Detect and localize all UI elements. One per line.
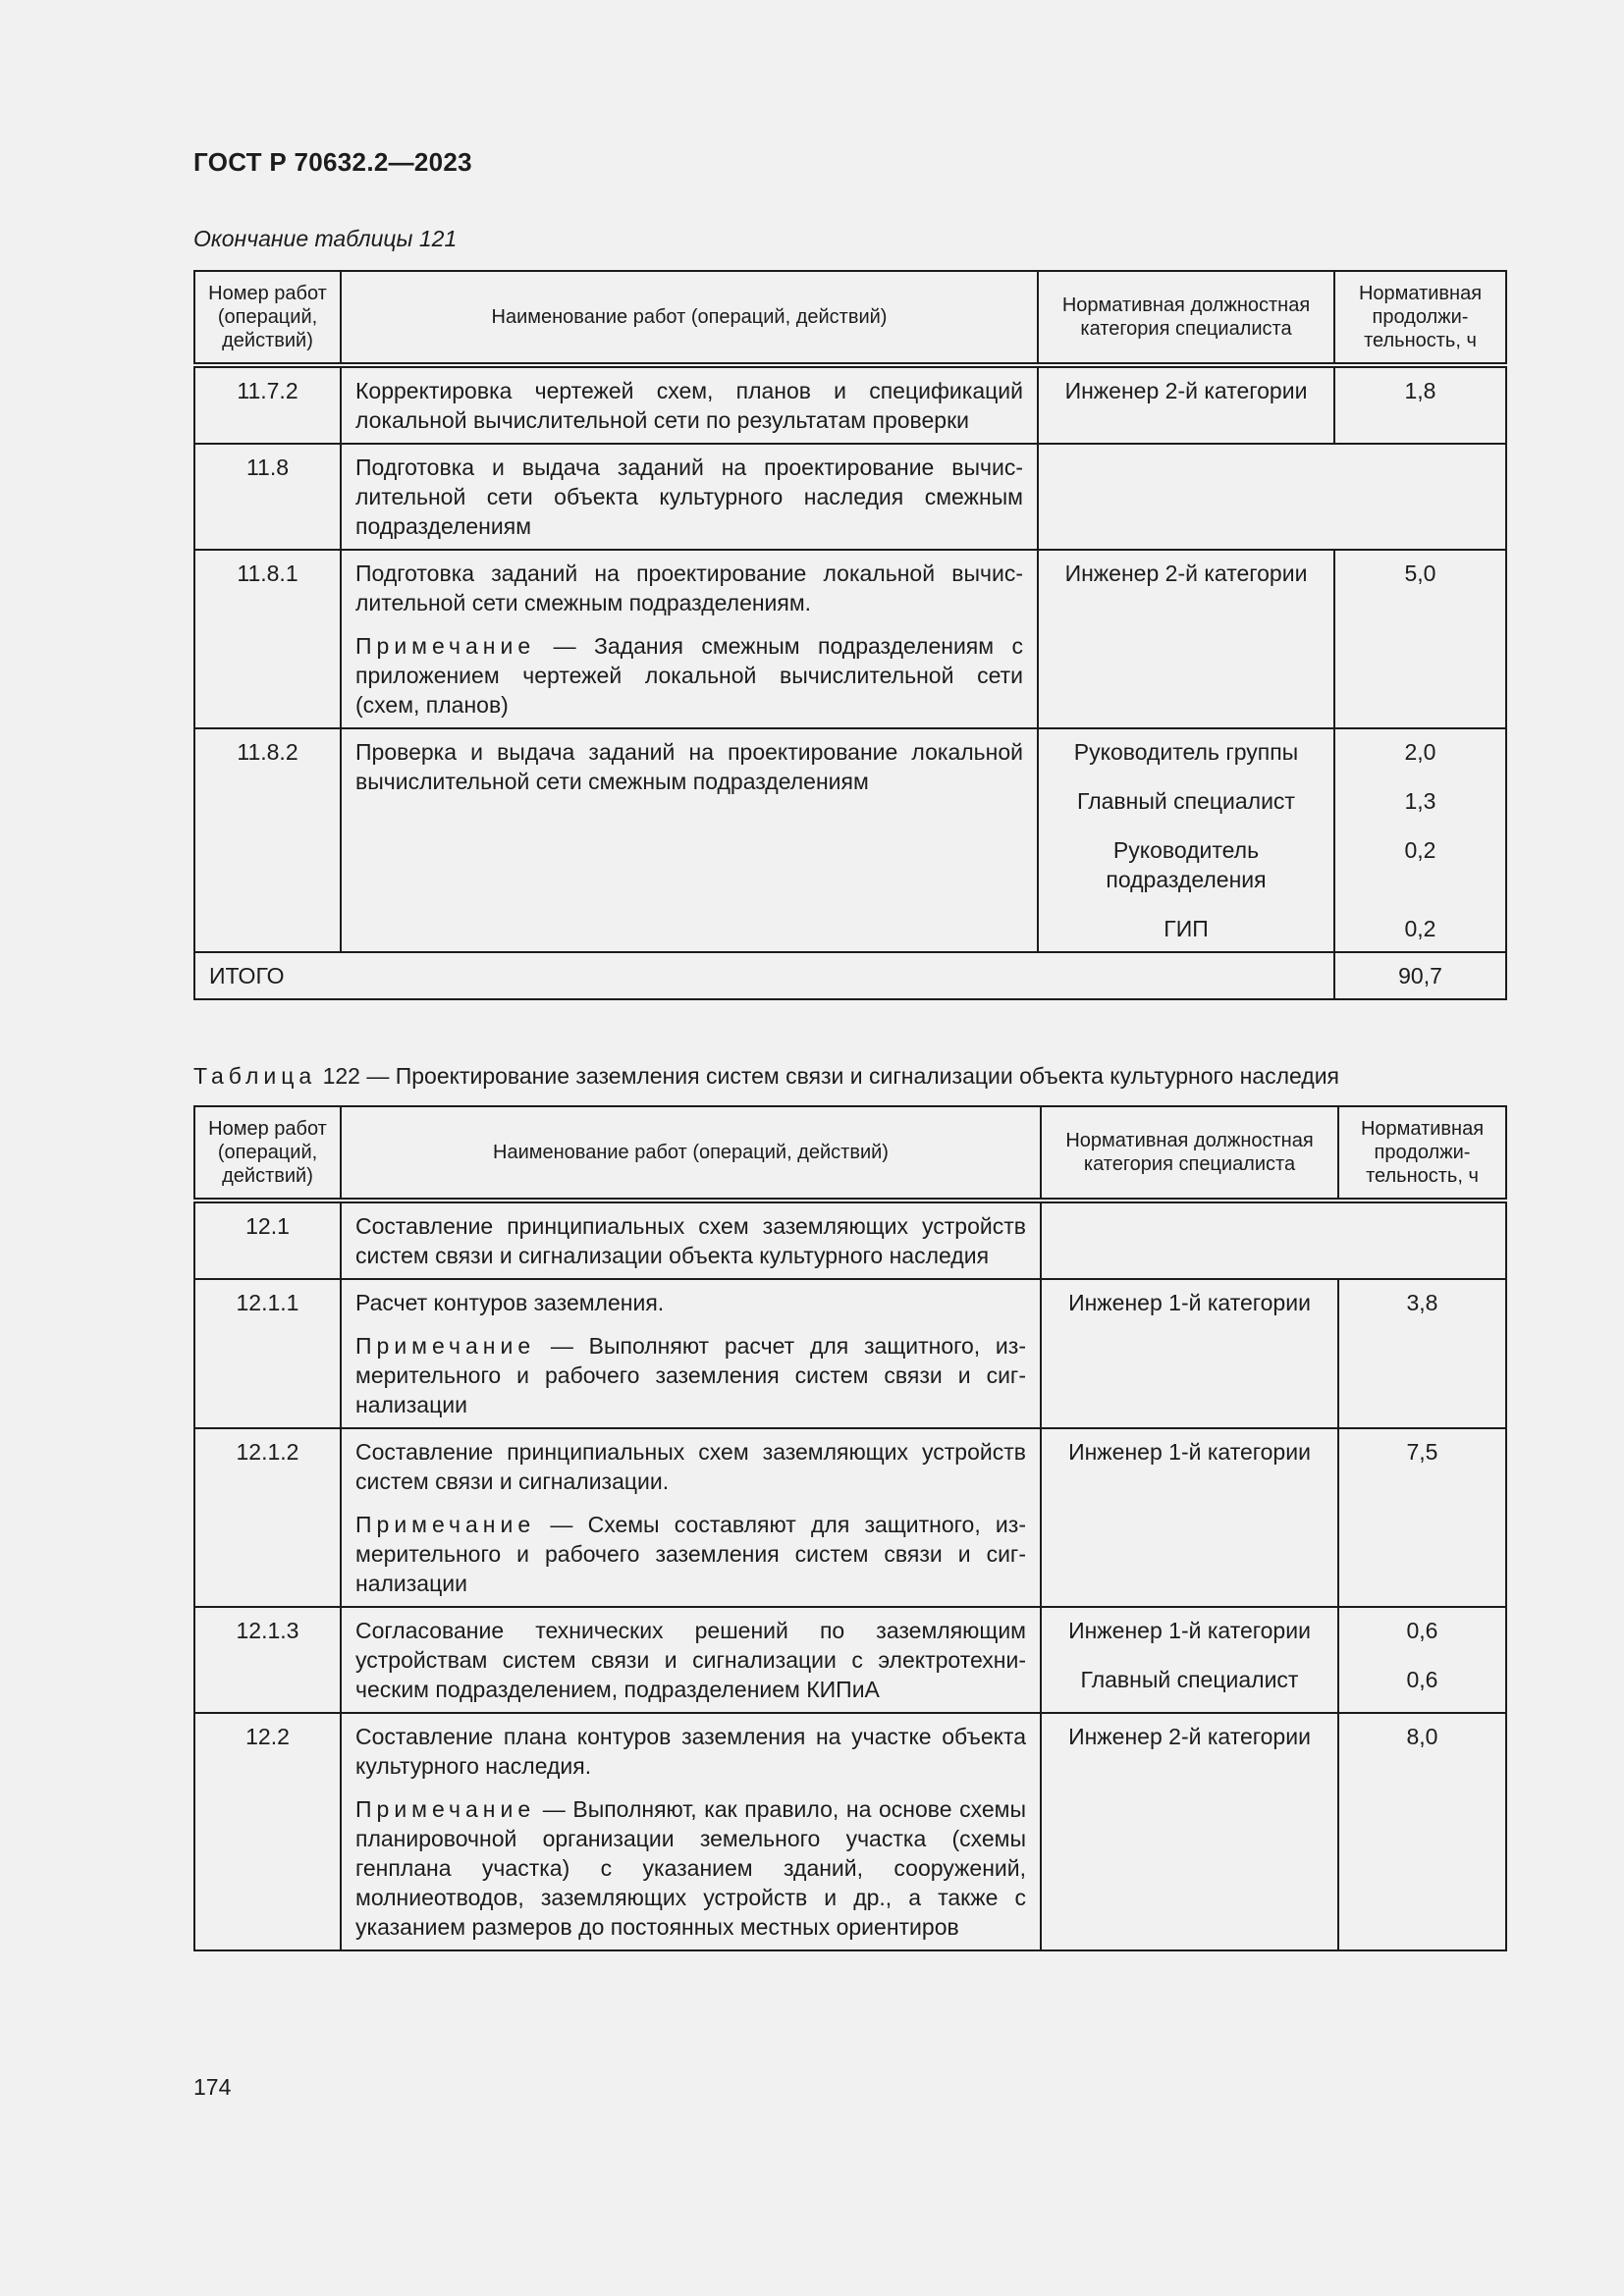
duration-item: 0,2 [1404,916,1436,941]
row-description [341,550,1038,728]
table-row [194,1428,1506,1607]
row-empty-cells [1041,1201,1506,1279]
table-header-row [194,1106,1506,1201]
row-text: Составление принципиальных схем заземляющих устройств систем связи и сигнализации. [355,1439,1026,1494]
category-item: Инженер 2-й категории [1064,561,1308,586]
duration-item: 1,3 [1404,788,1436,814]
note-label: Примечание [355,1796,536,1822]
row-text: Согласование технических решений по заземляющим устройствам систем связи и сигнализации с электротехническим подразделением, подразделением КИПиА [355,1618,1026,1702]
row-number: 12.1.2 [194,1428,341,1607]
table-row [194,550,1506,728]
row-description [341,444,1038,550]
col-header-name: Наименование работ (операций, действий) [341,271,1038,365]
row-number: 12.1 [194,1201,341,1279]
table-121 [193,270,1507,1000]
table-row [194,728,1506,952]
duration-item: 7,5 [1406,1439,1438,1465]
table-header-row [194,271,1506,365]
row-text: Расчет контуров заземления. [355,1290,665,1315]
row-description [341,728,1038,952]
row-category [1038,550,1334,728]
duration-item: 1,8 [1404,378,1436,403]
row-number: 11.8.2 [194,728,341,952]
row-number: 11.8 [194,444,341,550]
category-item: Инженер 1-й категории [1068,1618,1311,1643]
row-empty-cells [1038,444,1506,550]
row-category [1041,1713,1338,1950]
row-note [355,1331,1026,1419]
row-duration [1334,365,1506,444]
total-value: 90,7 [1334,952,1506,999]
note-label: Примечание [355,633,536,659]
row-duration [1338,1607,1506,1713]
row-category [1038,365,1334,444]
table-row [194,365,1506,444]
row-number: 12.1.1 [194,1279,341,1428]
row-duration [1338,1279,1506,1428]
note-label: Примечание [355,1512,536,1537]
category-item: Руководитель группы [1073,739,1299,765]
category-item: Инженер 1-й категории [1068,1290,1311,1315]
category-item: ГИП [1164,916,1209,941]
col-header-category: Нормативная должностная категория специалиста [1041,1106,1338,1201]
table-row [194,1201,1506,1279]
row-text: Подготовка заданий на проектирование локальной вычислительной сети смежным подразделениям. [355,561,1023,615]
row-text: Подготовка и выдача заданий на проектирование вычислительной сети объекта культурного наследия смежным подразделениям [355,454,1023,539]
row-note [355,1794,1026,1942]
row-category [1038,728,1334,952]
row-category [1041,1279,1338,1428]
document-header: ГОСТ Р 70632.2—2023 [193,147,472,177]
duration-item: 5,0 [1404,561,1436,586]
note-text: — Выполняют расчет для защитного, измерительного и рабочего заземления систем связи и сигнализации [355,1333,1026,1417]
category-item: Главный специалист [1080,1667,1299,1692]
row-text: Корректировка чертежей схем, планов и спецификаций локальной вычислительной сети по результатам проверки [355,378,1023,433]
row-description [341,1201,1041,1279]
table-122-caption-text: 122 — Проектирование заземления систем связи и сигнализации объекта культурного наследия [322,1063,1340,1089]
table-row [194,1607,1506,1713]
row-description [341,365,1038,444]
row-number: 12.1.3 [194,1607,341,1713]
row-note [355,631,1023,720]
row-note [355,1510,1026,1598]
table-122-caption-prefix: Таблица [193,1063,317,1089]
category-item: Руководитель подразделения [1106,837,1267,892]
table-row [194,1279,1506,1428]
row-description [341,1607,1041,1713]
duration-item: 3,8 [1406,1290,1438,1315]
col-header-duration: Нормативная продолжительность, ч [1338,1106,1506,1201]
col-header-num: Номер работ (операций, действий) [194,1106,341,1201]
row-text: Составление принципиальных схем заземляющих устройств систем связи и сигнализации объекта культурного наследия [355,1213,1026,1268]
row-duration [1338,1713,1506,1950]
row-number: 11.8.1 [194,550,341,728]
table-row [194,444,1506,550]
note-text: — Задания смежным подразделениям с приложением чертежей локальной вычислительной сети (схем, планов) [355,633,1023,718]
table-row [194,1713,1506,1950]
col-header-category: Нормативная должностная категория специалиста [1038,271,1334,365]
row-duration [1334,550,1506,728]
row-description [341,1279,1041,1428]
page-number: 174 [193,2074,232,2100]
category-item: Инженер 1-й категории [1068,1439,1311,1465]
col-header-num: Номер работ (операций, действий) [194,271,341,365]
category-item: Инженер 2-й категории [1068,1724,1311,1749]
duration-item: 0,6 [1406,1667,1438,1692]
total-label: ИТОГО [194,952,1334,999]
row-description [341,1713,1041,1950]
row-text: Проверка и выдача заданий на проектирование локальной вычислительной сети смежным подразделениям [355,739,1023,794]
category-item: Главный специалист [1077,788,1295,814]
col-header-name: Наименование работ (операций, действий) [341,1106,1041,1201]
row-description [341,1428,1041,1607]
row-text: Составление плана контуров заземления на участке объекта культурного наследия. [355,1724,1026,1779]
row-duration [1334,728,1506,952]
col-header-duration: Нормативная продолжительность, ч [1334,271,1506,365]
table-122-caption [193,1063,1339,1090]
category-item: Инженер 2-й категории [1064,378,1308,403]
row-number: 12.2 [194,1713,341,1950]
row-category [1041,1607,1338,1713]
table-122 [193,1105,1507,1951]
duration-item: 2,0 [1404,739,1436,765]
note-text: — Выполняют, как правило, на основе схемы планировочной организации земельного участка (схемы генплана участка) с указанием зданий, сооружений, молниеотводов, заземляющих устройств и др., а также с указанием размеров до постоянных местных ориентиров [355,1796,1026,1940]
total-row [194,952,1506,999]
row-number: 11.7.2 [194,365,341,444]
duration-item: 8,0 [1406,1724,1438,1749]
note-label: Примечание [355,1333,536,1359]
duration-item: 0,2 [1404,837,1436,863]
row-duration [1338,1428,1506,1607]
duration-item: 0,6 [1406,1618,1438,1643]
row-category [1041,1428,1338,1607]
note-text: — Схемы составляют для защитного, измерительного и рабочего заземления систем связи и сигнализации [355,1512,1026,1596]
table-121-caption: Окончание таблицы 121 [193,226,458,251]
